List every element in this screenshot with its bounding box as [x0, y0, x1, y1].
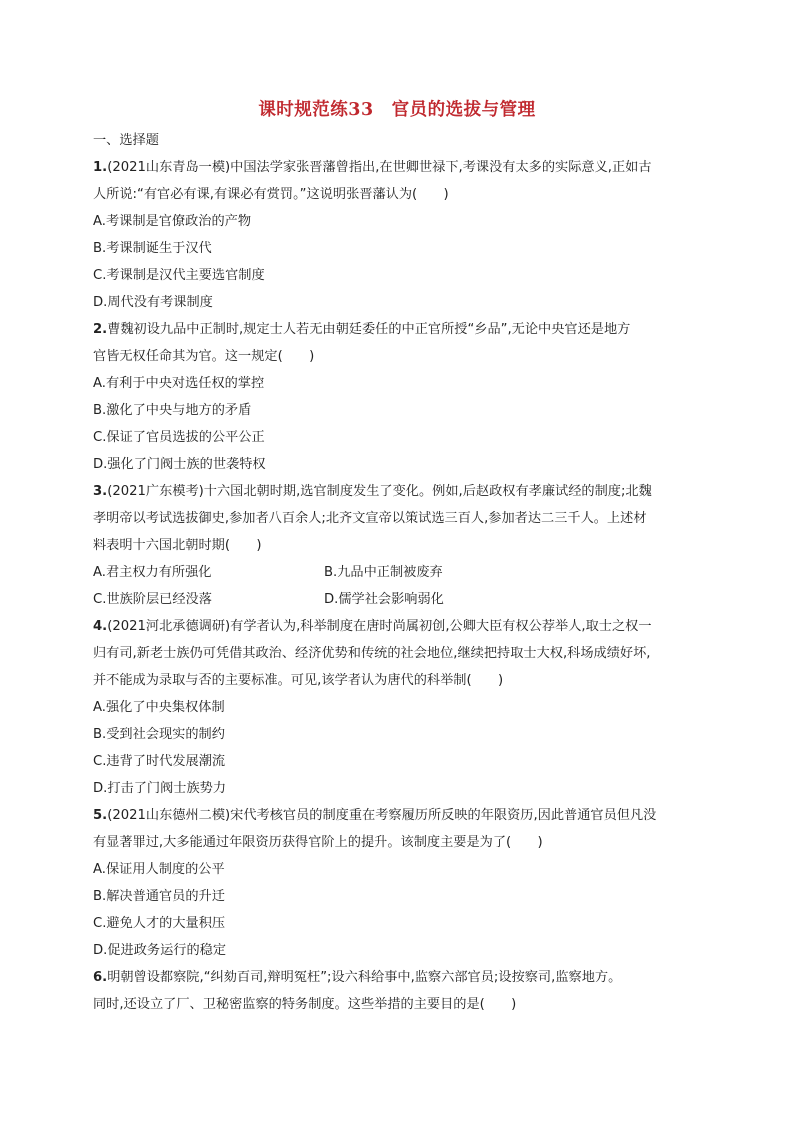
q1-option-c: C.考课制是汉代主要选官制度 — [93, 268, 265, 283]
q4-option-c: C.违背了时代发展潮流 — [93, 754, 226, 769]
q3-option-a: A.君主权力有所强化 — [93, 565, 212, 580]
q4-option-a: A.强化了中央集权体制 — [93, 700, 225, 715]
q5-option-c: C.避免人才的大量积压 — [93, 916, 226, 931]
question-3-line-2: 孝明帝以考试选拔御史,参加者八百余人;北齐文宣帝以策试选三百人,参加者达二三千人。上述材 — [93, 511, 647, 526]
question-2-line-1: 2.曹魏初设九品中正制时,规定士人若无由朝廷委任的中正官所授“乡品”,无论中央官还是地方 — [93, 322, 631, 337]
question-number: 4. — [93, 619, 108, 634]
q1-option-b: B.考课制诞生于汉代 — [93, 241, 212, 256]
q4-option-b: B.受到社会现实的制约 — [93, 727, 225, 742]
q4-option-d: D.打击了门阀士族势力 — [93, 781, 227, 796]
q5-option-d: D.促进政务运行的稳定 — [93, 943, 227, 958]
question-3-line-1: 3.(2021广东模考)十六国北朝时期,选官制度发生了变化。例如,后赵政权有孝廉试经的制度;北魏 — [93, 484, 652, 499]
question-4-line-2: 归有司,新老士族仍可凭借其政治、经济优势和传统的社会地位,继续把持取士大权,科场成绩好坏, — [93, 646, 651, 661]
question-number: 1. — [93, 160, 108, 175]
question-5-line-2: 有显著罪过,大多能通过年限资历获得官阶上的提升。该制度主要是为了( ) — [93, 835, 543, 850]
q3-option-b: B.九品中正制被废弃 — [324, 565, 443, 580]
question-number: 5. — [93, 808, 108, 823]
q2-option-b: B.激化了中央与地方的矛盾 — [93, 403, 252, 418]
q1-option-a: A.考课制是官僚政治的产物 — [93, 214, 252, 229]
q5-option-a: A.保证用人制度的公平 — [93, 862, 225, 877]
q2-option-d: D.强化了门阀士族的世袭特权 — [93, 457, 266, 472]
section-heading: 一、选择题 — [93, 133, 159, 148]
q5-option-b: B.解决普通官员的升迁 — [93, 889, 225, 904]
question-1-line-1: 1.(2021山东青岛一模)中国法学家张晋藩曾指出,在世卿世禄下,考课没有太多的实际意义,正如古 — [93, 160, 652, 175]
question-4-line-1: 4.(2021河北承德调研)有学者认为,科举制度在唐时尚属初创,公卿大臣有权公荐举人,取士之权一 — [93, 619, 652, 634]
q3-option-c: C.世族阶层已经没落 — [93, 592, 212, 607]
question-2-line-2: 官皆无权任命其为官。这一规定( ) — [93, 349, 315, 364]
question-6-line-2: 同时,还设立了厂、卫秘密监察的特务制度。这些举措的主要目的是( ) — [93, 997, 517, 1012]
question-5-line-1: 5.(2021山东德州二模)宋代考核官员的制度重在考察履历所反映的年限资历,因此普通官员但凡没 — [93, 808, 657, 823]
q2-option-a: A.有利于中央对选任权的掌控 — [93, 376, 265, 391]
page-title: 课时规范练33 官员的选拔与管理 — [258, 100, 536, 120]
question-number: 6. — [93, 970, 108, 985]
question-number: 3. — [93, 484, 108, 499]
q1-option-d: D.周代没有考课制度 — [93, 295, 213, 310]
question-6-line-1: 6.明朝曾设都察院,“纠劾百司,辩明冤枉”;设六科给事中,监察六部官员;设按察司,监察地方。 — [93, 970, 622, 985]
question-1-line-2: 人所说:“有官必有课,有课必有赏罚。”这说明张晋藩认为( ) — [93, 187, 449, 202]
q3-option-d: D.儒学社会影响弱化 — [324, 592, 444, 607]
question-number: 2. — [93, 322, 108, 337]
question-3-line-3: 料表明十六国北朝时期( ) — [93, 538, 262, 553]
q2-option-c: C.保证了官员选拔的公平公正 — [93, 430, 265, 445]
question-4-line-3: 并不能成为录取与否的主要标准。可见,该学者认为唐代的科举制( ) — [93, 673, 504, 688]
